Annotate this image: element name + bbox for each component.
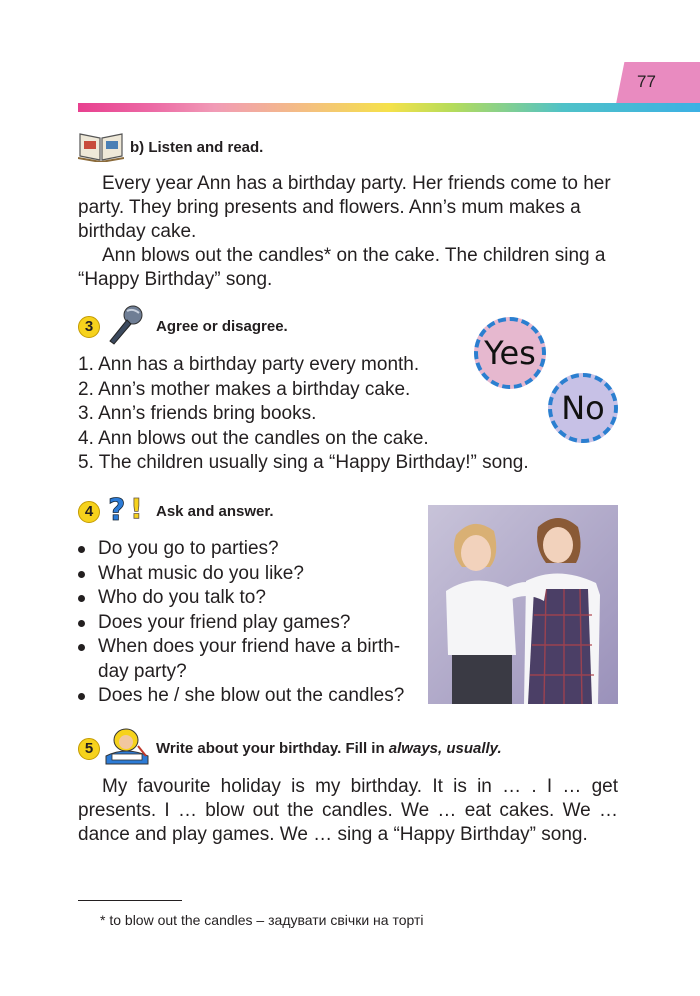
- svg-text:!: !: [130, 492, 143, 524]
- exercise-5-heading-prefix: Write about your birthday. Fill in: [156, 740, 389, 757]
- section-b-paragraph-1: Every year Ann has a birthday party. Her friends come to her party. They bring presents and flowers. Ann’s mum makes a birthday cake.: [78, 173, 611, 242]
- list-item: Do you go to parties?: [78, 537, 423, 562]
- svg-text:?: ?: [108, 493, 126, 524]
- list-item: When does your friend have a birth-day party?: [78, 635, 420, 684]
- rainbow-divider: [78, 103, 700, 112]
- yes-label: Yes: [484, 334, 536, 372]
- exercise-4-list: [78, 537, 423, 709]
- question-exclamation-icon: [106, 492, 150, 524]
- footnote-divider: [78, 900, 182, 901]
- exercise-5-heading-words: always, usually.: [388, 740, 502, 757]
- list-item: What music do you like?: [78, 562, 423, 587]
- bullet-icon: [78, 571, 85, 578]
- list-item: 3. Ann’s friends bring books.: [78, 403, 317, 424]
- section-b-heading: b) Listen and read.: [130, 139, 264, 156]
- list-item: 4. Ann blows out the candles on the cake.: [78, 427, 429, 449]
- no-bubble: [548, 373, 618, 443]
- girls-photo: [428, 505, 618, 704]
- bullet-icon: [78, 620, 85, 627]
- list-item: Who do you talk to?: [78, 586, 423, 611]
- list-item: 5. The children usually sing a “Happy Birthday!” song.: [78, 452, 529, 473]
- no-label: No: [561, 389, 605, 427]
- exercise-5-text: My favourite holiday is my birthday. It is in … . I … get presents. I … blow out the candles. We … eat cakes. We … dance and play games. We … sing a “Happy Birthday” song.: [78, 776, 618, 845]
- exercise-3-list: [78, 353, 529, 476]
- exercise-4-heading: Ask and answer.: [156, 503, 274, 520]
- exercise-4-number: 4: [78, 501, 100, 523]
- microphone-icon: [106, 305, 144, 345]
- exercise-5-number: 5: [78, 738, 100, 760]
- yes-bubble: [474, 317, 546, 389]
- bullet-icon: [78, 693, 85, 700]
- exercise-3-number: 3: [78, 316, 100, 338]
- book-icon: [78, 128, 124, 162]
- list-item: Does your friend play games?: [78, 611, 423, 636]
- page-number: 77: [637, 72, 656, 91]
- list-item: 1. Ann has a birthday party every month.: [78, 354, 420, 375]
- bullet-icon: [78, 595, 85, 602]
- section-b-paragraph-2: Ann blows out the candles* on the cake. The children sing a “Happy Birthday” song.: [78, 245, 606, 290]
- writing-child-icon: [102, 726, 152, 766]
- bullet-icon: [78, 644, 85, 651]
- footnote: * to blow out the candles – задувати свічки на торті: [100, 912, 424, 928]
- page-number-tab: [616, 62, 700, 104]
- list-item: 2. Ann’s mother makes a birthday cake.: [78, 378, 411, 400]
- exercise-3-heading: Agree or disagree.: [156, 318, 288, 335]
- exercise-5-heading: [156, 740, 502, 757]
- bullet-icon: [78, 546, 85, 553]
- list-item: Does he / she blow out the candles?: [78, 684, 423, 709]
